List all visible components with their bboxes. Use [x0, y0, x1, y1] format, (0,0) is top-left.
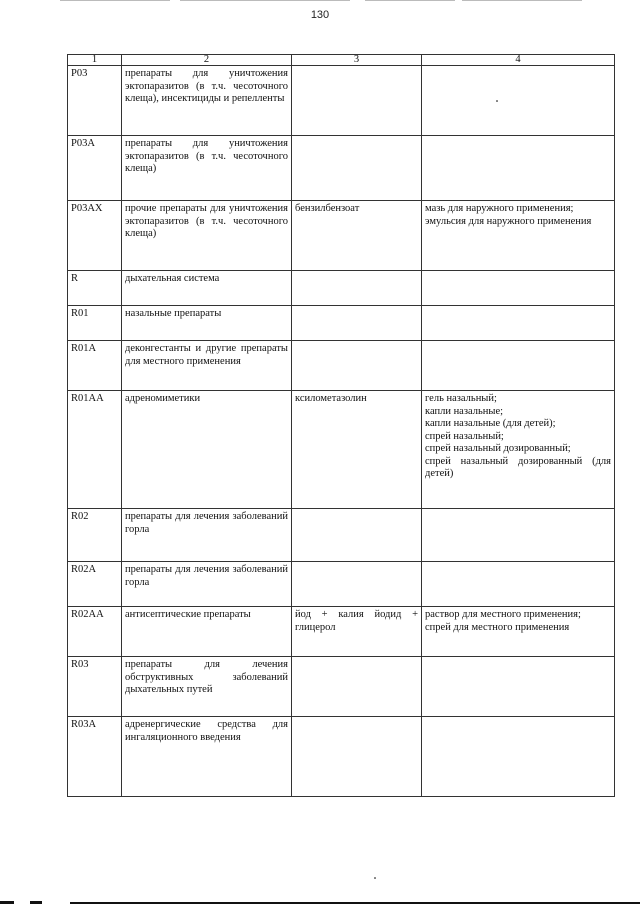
- dosage-form-item: эмульсия для наружного применения: [425, 215, 592, 227]
- dosage-forms-cell: [422, 271, 615, 306]
- dosage-forms-cell: [422, 341, 615, 391]
- drug-name-cell: [292, 341, 422, 391]
- table-row: [68, 66, 615, 136]
- drug-name-cell: [292, 717, 422, 797]
- scan-bottom-edge: [0, 899, 640, 905]
- drug-name-cell: [292, 657, 422, 717]
- dosage-form-item: спрей назальный дозированный (для детей): [425, 455, 611, 479]
- scan-speck: [374, 877, 376, 879]
- atc-code-cell: R01А: [68, 341, 122, 391]
- drug-name-cell: [292, 306, 422, 341]
- anatomical-group-cell: антисептические препараты: [122, 607, 292, 657]
- drug-name-cell: бензилбензоат: [292, 201, 422, 271]
- atc-code-cell: R03: [68, 657, 122, 717]
- table-row: [68, 136, 615, 201]
- anatomical-group-cell: адреномиметики: [122, 391, 292, 509]
- anatomical-group-cell: препараты для уничтожения эктопаразитов (в т.ч. чесоточного клеща): [122, 136, 292, 201]
- atc-code-cell: R01: [68, 306, 122, 341]
- dosage-forms-cell: [422, 66, 615, 136]
- dosage-form-item: спрей назальный;: [425, 430, 504, 442]
- drug-name-cell: [292, 136, 422, 201]
- anatomical-group-cell: прочие препараты для уничтожения эктопаразитов (в т.ч. чесоточного клеща): [122, 201, 292, 271]
- anatomical-group-cell: деконгестанты и другие препараты для местного применения: [122, 341, 292, 391]
- scan-top-edge: [180, 0, 350, 1]
- dosage-forms-cell: [422, 391, 615, 509]
- scan-speck: [496, 100, 498, 102]
- atc-code-cell: R: [68, 271, 122, 306]
- drug-name-cell: йод + калия йодид + глицерол: [292, 607, 422, 657]
- dosage-forms-cell: [422, 657, 615, 717]
- atc-code-cell: Р03: [68, 66, 122, 136]
- atc-code-cell: R02А: [68, 562, 122, 607]
- page-number: 130: [310, 9, 330, 21]
- column-header: 4: [422, 55, 615, 66]
- dosage-forms-cell: [422, 306, 615, 341]
- table-row: [68, 717, 615, 797]
- table-row: [68, 509, 615, 562]
- scan-top-edge: [462, 0, 582, 1]
- dosage-form-item: спрей назальный дозированный;: [425, 443, 571, 454]
- anatomical-group-cell: адренергические средства для ингаляционного введения: [122, 717, 292, 797]
- scan-top-edge: [60, 0, 170, 1]
- drug-name-cell: [292, 66, 422, 136]
- drug-name-cell: [292, 509, 422, 562]
- dosage-forms-cell: [422, 509, 615, 562]
- dosage-form-item: раствор для местного применения;: [425, 609, 581, 620]
- atc-code-cell: R02: [68, 509, 122, 562]
- scan-top-edge: [365, 0, 455, 1]
- atc-code-cell: Р03АХ: [68, 201, 122, 271]
- table-row: [68, 657, 615, 717]
- table-row: [68, 341, 615, 391]
- table-row: [68, 306, 615, 341]
- atc-code-cell: R02АА: [68, 607, 122, 657]
- atc-code-cell: Р03А: [68, 136, 122, 201]
- table-row: [68, 607, 615, 657]
- table-row: [68, 562, 615, 607]
- dosage-forms-cell: [422, 717, 615, 797]
- dosage-form-item: гель назальный;: [425, 393, 497, 404]
- column-header: 1: [68, 55, 122, 66]
- dosage-form-item: спрей для местного применения: [425, 621, 570, 633]
- table-row: [68, 391, 615, 509]
- dosage-forms-cell: [422, 607, 615, 657]
- dosage-form-item: капли назальные;: [425, 405, 504, 417]
- anatomical-group-cell: назальные препараты: [122, 306, 292, 341]
- atc-code-cell: R01АА: [68, 391, 122, 509]
- anatomical-group-cell: препараты для лечения обструктивных заболеваний дыхательных путей: [122, 657, 292, 717]
- dosage-forms-cell: [422, 136, 615, 201]
- dosage-form-item: капли назальные (для детей);: [425, 418, 556, 429]
- atc-code-cell: R03А: [68, 717, 122, 797]
- drug-name-cell: ксилометазолин: [292, 391, 422, 509]
- dosage-form-item: мазь для наружного применения;: [425, 203, 574, 214]
- table-row: [68, 271, 615, 306]
- drug-name-cell: [292, 271, 422, 306]
- column-header: 3: [292, 55, 422, 66]
- anatomical-group-cell: препараты для лечения заболеваний горла: [122, 509, 292, 562]
- table-row: [68, 201, 615, 271]
- column-header: 2: [122, 55, 292, 66]
- anatomical-group-cell: препараты для лечения заболеваний горла: [122, 562, 292, 607]
- dosage-forms-cell: [422, 562, 615, 607]
- drug-name-cell: [292, 562, 422, 607]
- anatomical-group-cell: дыхательная система: [122, 271, 292, 306]
- table-header-row: [68, 55, 615, 66]
- anatomical-group-cell: препараты для уничтожения эктопаразитов (в т.ч. чесоточного клеща), инсектициды и репелленты: [122, 66, 292, 136]
- drug-classification-table: [67, 54, 615, 797]
- dosage-forms-cell: [422, 201, 615, 271]
